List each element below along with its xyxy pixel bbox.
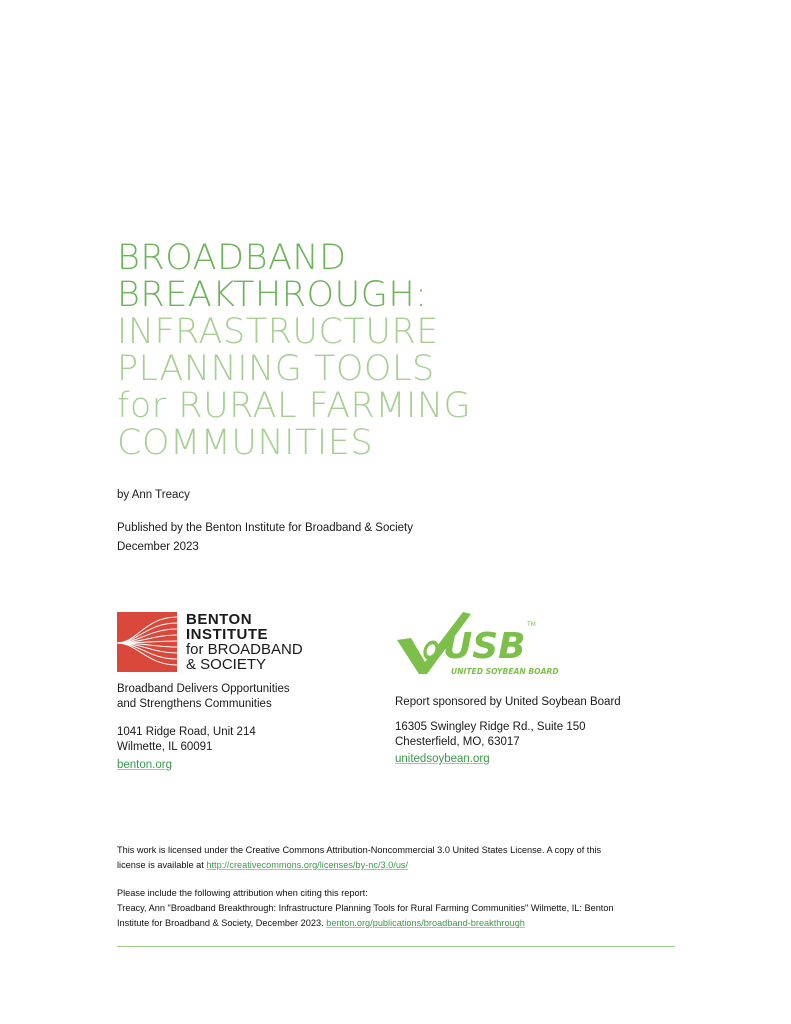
benton-fan-icon (117, 612, 177, 672)
subtitle-line: for RURAL FARMING (117, 386, 472, 426)
benton-link[interactable]: benton.org (117, 759, 172, 771)
benton-address (117, 725, 290, 755)
license-text: This work is licensed under the Creative Commons Attribution-Noncommercial 3.0 United States License. A copy of this (117, 845, 602, 855)
title-line: BREAKTHROUGH: (117, 275, 428, 315)
license-text: license is available at (117, 860, 207, 870)
tagline-line: Broadband Delivers Opportunities (117, 683, 290, 695)
author-line: by Ann Treacy (117, 489, 190, 501)
publisher-info (117, 519, 413, 557)
address-line: Wilmette, IL 60091 (117, 741, 213, 753)
usb-logo-graphic (395, 608, 559, 678)
benton-wordmark-line: & SOCIETY (186, 656, 267, 673)
usb-logo (395, 608, 559, 678)
license-block (117, 843, 677, 931)
benton-logo (117, 612, 327, 674)
usb-link[interactable]: unitedsoybean.org (395, 753, 490, 765)
publisher-line: Published by the Benton Institute for Broadband & Society (117, 522, 413, 534)
subtitle-line: INFRASTRUCTURE (117, 312, 439, 352)
tagline-line: and Strengthens Communities (117, 698, 272, 710)
usb-logo-tm: TM (527, 621, 536, 628)
benton-wordmark (186, 612, 303, 672)
subtitle-line: COMMUNITIES (117, 423, 374, 463)
usb-logo-subtext: UNITED SOYBEAN BOARD (451, 667, 559, 676)
divider (117, 946, 675, 947)
publish-date: December 2023 (117, 541, 199, 553)
license-link[interactable]: http://creativecommons.org/licenses/by-nc/3.0/us/ (206, 860, 409, 870)
benton-contact (117, 682, 290, 771)
address-line: Chesterfield, MO, 63017 (395, 736, 520, 748)
subtitle-line: PLANNING TOOLS (117, 349, 435, 389)
usb-contact (395, 696, 621, 765)
usb-sponsor-line: Report sponsored by United Soybean Board (395, 696, 621, 708)
report-title (117, 240, 677, 462)
benton-tagline (117, 682, 290, 712)
usb-address (395, 720, 621, 750)
attribution-intro: Please include the following attribution when citing this report: (117, 888, 368, 898)
usb-logo-text: USB (443, 626, 526, 667)
benton-wordmark-line: for BROADBAND (186, 641, 303, 658)
benton-wordmark-line: BENTON (186, 611, 253, 628)
citation-text: Treacy, Ann "Broadband Breakthrough: Infrastructure Planning Tools for Rural Farming Communities" Wilmette, IL: Benton (117, 903, 614, 913)
address-line: 16305 Swingley Ridge Rd., Suite 150 (395, 721, 586, 733)
citation-link[interactable]: benton.org/publications/broadband-breakthrough (326, 918, 525, 928)
citation-text: Institute for Broadband & Society, December 2023. (117, 918, 327, 928)
title-line: BROADBAND (117, 238, 347, 278)
benton-wordmark-line: INSTITUTE (186, 626, 268, 643)
address-line: 1041 Ridge Road, Unit 214 (117, 726, 256, 738)
